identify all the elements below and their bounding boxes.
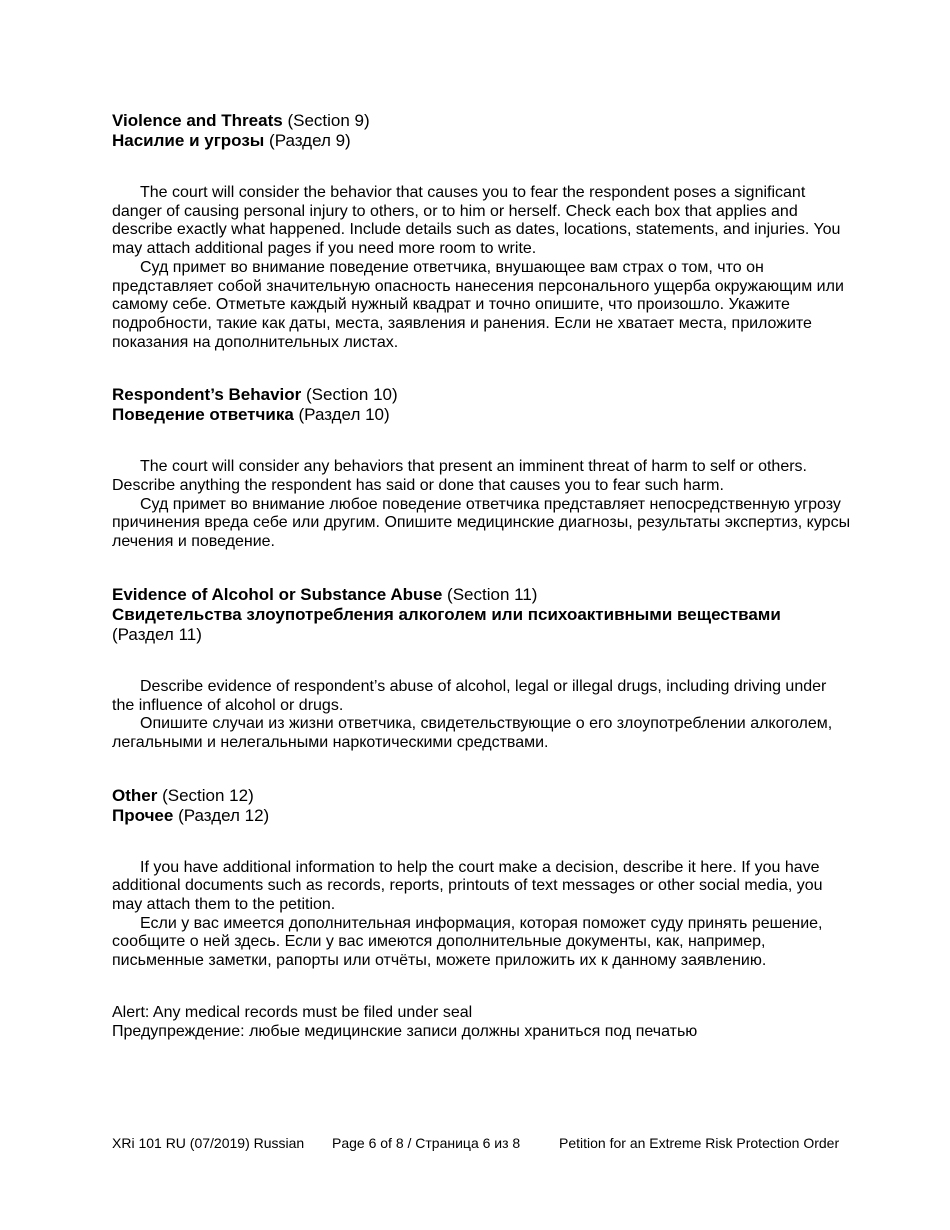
section-10-ref-en: (Section 10) [305, 385, 398, 405]
section-11-ref-en: (Section 11) [447, 584, 538, 604]
section-11-text-ru: Опишите случаи из жизни ответчика, свидетельствующие о его злоупотреблении алкоголем, легальными и нелегальными наркотическими средствами. [112, 715, 833, 751]
section-10-ref-ru: (Раздел 10) [298, 405, 390, 425]
section-12-text-ru: Если у вас имеется дополнительная информация, которая поможет суду принять решение, сообщите о ней здесь. Если у вас имеются дополнительные документы, как, например, письменные заметки, рапорты или отчёты, можете приложить их к данному заявлению. [112, 914, 823, 970]
section-9-text-en: The court will consider the behavior that causes you to fear the respondent poses a significant danger of causing personal injury to others, or to him or herself. Check each box that applies and describe exactly what happened. Include details such as dates, locations, statements, and injuries. You may attach additional pages if you need more room to write. [112, 184, 841, 258]
section-9-ref-en: (Section 9) [287, 111, 370, 130]
section-12-title-en: Other [112, 785, 158, 805]
footer-form-title: Petition for an Extreme Risk Protection Order [559, 1135, 840, 1151]
section-11-heading [112, 585, 852, 645]
section-9-text-ru: Суд примет во внимание поведение ответчика, внушающее вам страх о том, что он представляет собой значительную опасность нанесения персонального ущерба окружающим или самому себе. Отметьте каждый нужный квадрат и точно опишите, что произошло. Укажите подробности, такие как даты, места, заявления и ранения. Если не хватает места, приложите показания на дополнительных листах. [112, 258, 844, 351]
section-9-title-ru: Насилие и угрозы [112, 131, 265, 150]
alert-text-en: Alert: Any medical records must be filed under seal [112, 1003, 473, 1021]
document-page [112, 111, 852, 1041]
section-10-title-ru: Поведение ответчика [112, 405, 294, 425]
section-9-ref-ru: (Раздел 9) [269, 131, 351, 150]
section-10-text-ru: Суд примет во внимание любое поведение ответчика представляет непосредственную угрозу причинения вреда себе или другим. Опишите медицинские диагнозы, результаты экспертиз, курсы лечения и поведение. [112, 495, 851, 551]
section-9-text [112, 184, 852, 352]
section-12-text-en: If you have additional information to help the court make a decision, describe it here. If you have additional documents such as records, reports, printouts of text messages or other social media, you may attach them to the petition. [112, 858, 823, 914]
section-10-text [112, 458, 852, 552]
section-11-text [112, 678, 852, 753]
section-9-heading [112, 111, 852, 151]
section-12-ref-ru: (Раздел 12) [178, 805, 270, 825]
alert-text-ru: Предупреждение: любые медицинские записи должны храниться под печатью [112, 1022, 698, 1040]
medical-records-alert [112, 1004, 852, 1041]
section-12-text [112, 859, 852, 971]
footer-page-number: Page 6 of 8 / Страница 6 из 8 [332, 1135, 521, 1151]
section-12-title-ru: Прочее [112, 805, 174, 825]
section-11-title-en: Evidence of Alcohol or Substance Abuse [112, 584, 443, 604]
section-10-text-en: The court will consider any behaviors that present an imminent threat of harm to self or others. Describe anything the respondent has said or done that causes you to fear such harm. [112, 458, 807, 495]
section-12-ref-en: (Section 12) [162, 785, 254, 805]
section-10-title-en: Respondent’s Behavior [112, 385, 302, 405]
section-11-ref-ru: (Раздел 11) [112, 624, 202, 644]
footer-form-id: XRi 101 RU (07/2019) Russian [112, 1135, 305, 1151]
section-12-heading [112, 786, 852, 826]
section-11-text-en: Describe evidence of respondent’s abuse of alcohol, legal or illegal drugs, including driving under the influence of alcohol or drugs. [112, 677, 827, 714]
section-9-title-en: Violence and Threats [112, 111, 283, 130]
section-11-title-ru: Свидетельства злоупотребления алкоголем или психоактивными веществами [112, 604, 781, 624]
section-10-heading [112, 385, 852, 425]
